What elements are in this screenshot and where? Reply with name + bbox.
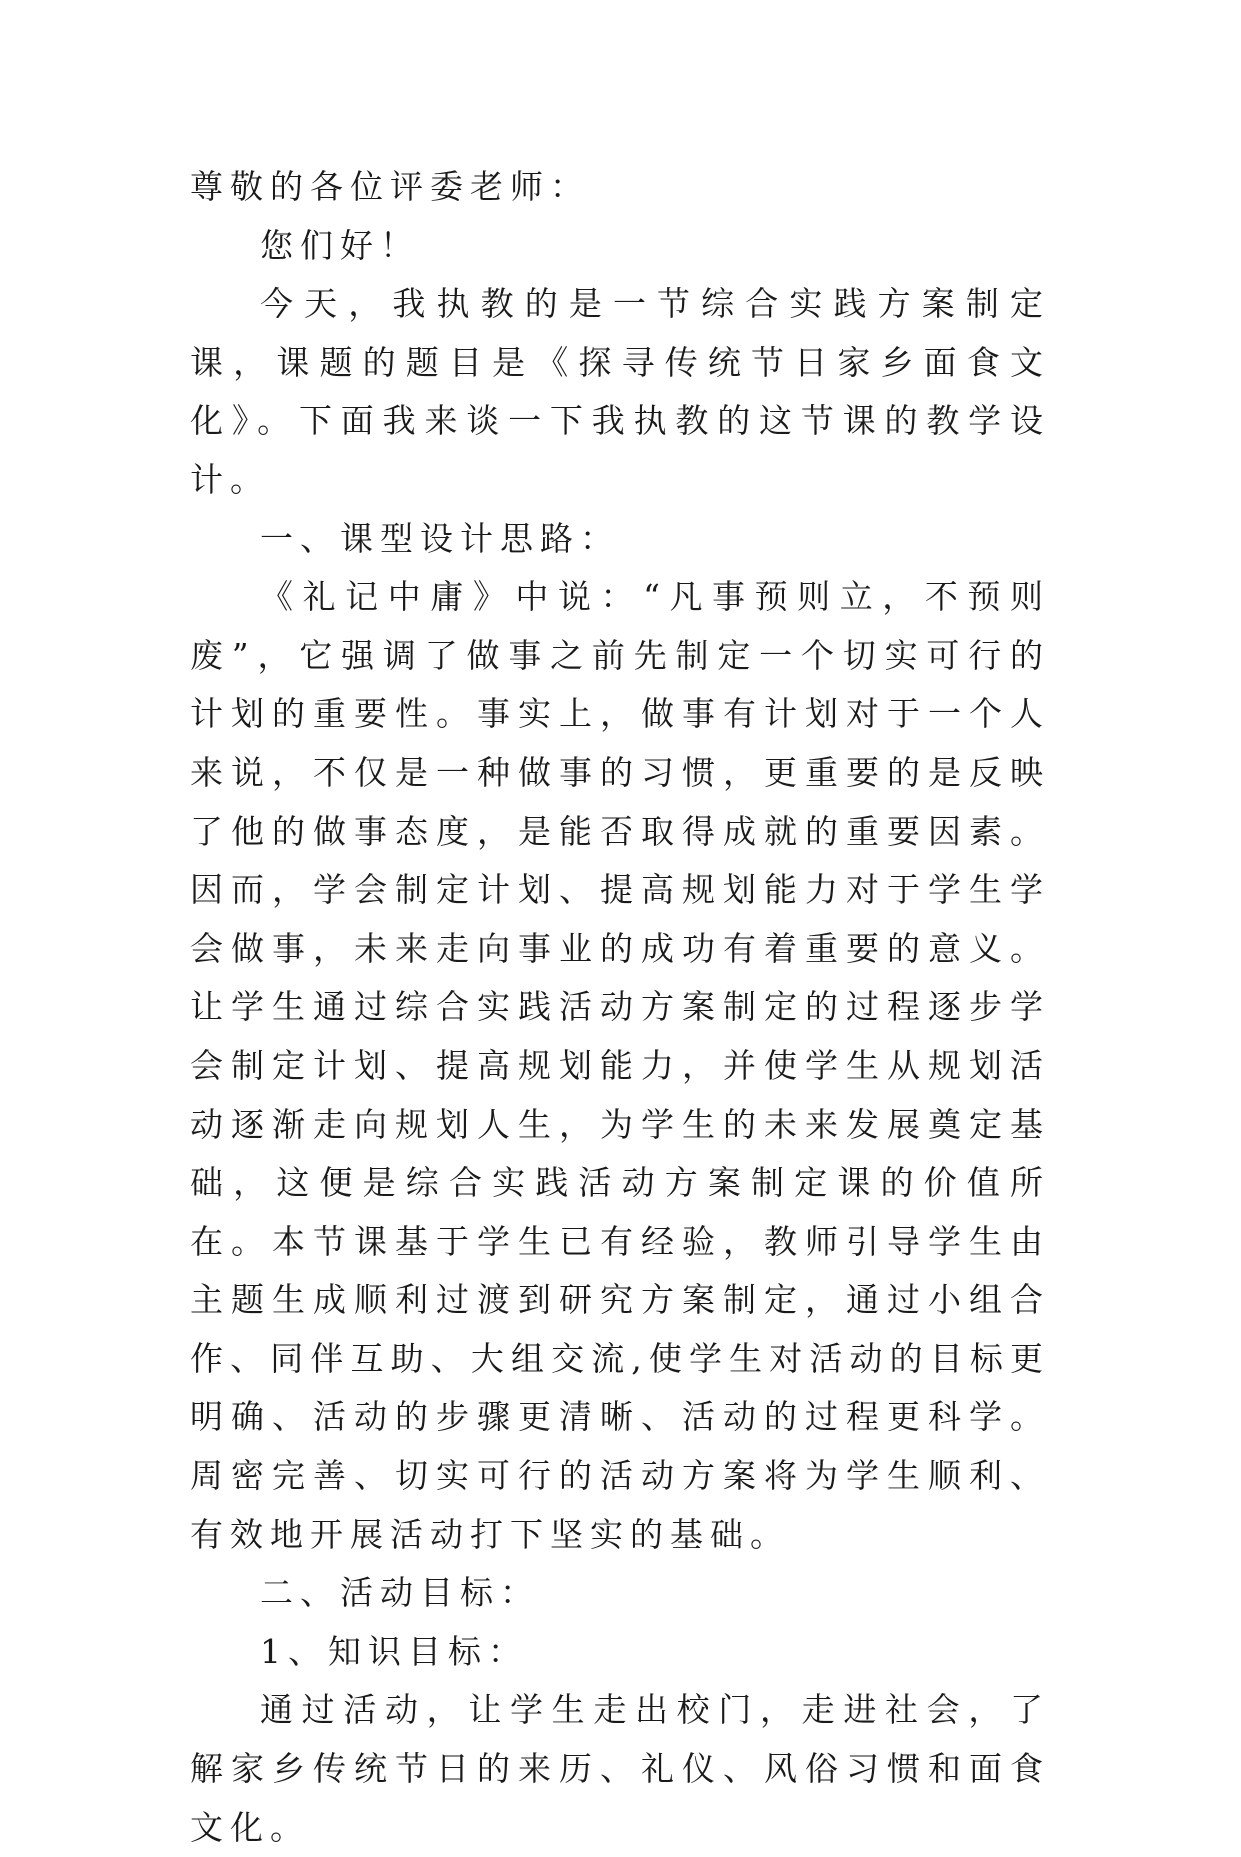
salutation: 尊敬的各位评委老师： [190, 167, 590, 206]
section-heading-design-idea: 一、课型设计思路： [260, 518, 620, 558]
knowledge-goals-paragraph: 通过活动，让学生走出校门，走进社会，了解家乡传统节日的来历、礼仪、风俗习惯和面食文化。 [190, 1690, 1050, 1847]
design-idea-paragraph: 《礼记中庸》中说：“凡事预则立，不预则废”，它强调了做事之前先制定一个切实可行的计划的重要性。事实上，做事有计划对于一个人来说，不仅是一种做事的习惯，更重要的是反映了他的做事态度，是能否取得成就的重要因素。因而，学会制定计划、提高规划能力对于学生学会做事，未来走向事业的成功有着重要的意义。让学生通过综合实践活动方案制定的过程逐步学会制定计划、提高规划能力，并使学生从规划活动逐渐走向规划人生，为学生的未来发展奠定基础，这便是综合实践活动方案制定课的价值所在。本节课基于学生已有经验，教师引导学生由主题生成顺利过渡到研究方案制定，通过小组合作、同伴互助、大组交流,使学生对活动的目标更明确、活动的步骤更清晰、活动的过程更科学。周密完善、切实可行的活动方案将为学生顺利、有效地开展活动打下坚实的基础。 [190, 577, 1050, 1554]
document-body [190, 158, 1050, 1857]
intro-paragraph: 今天，我执教的是一节综合实践方案制定课，课题的题目是《探寻传统节日家乡面食文化》。下面我来谈一下我执教的这节课的教学设计。 [190, 284, 1050, 499]
greeting: 您们好！ [260, 225, 420, 265]
subheading-knowledge-goals: 1、知识目标： [260, 1631, 528, 1671]
section-heading-activity-goals: 二、活动目标： [260, 1573, 540, 1613]
